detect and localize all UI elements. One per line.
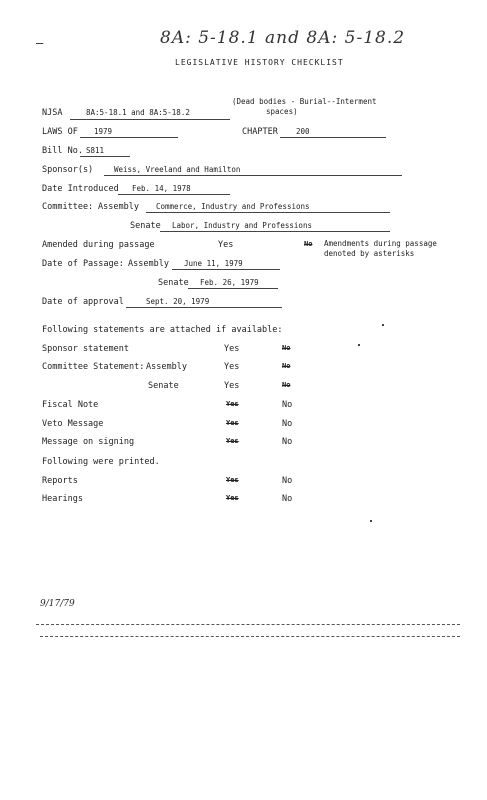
statement-committee-senate-label: Senate	[148, 381, 179, 391]
statement-veto-message-yes-struck: Yes	[226, 419, 239, 427]
sponsors-label: Sponsor(s)	[42, 165, 94, 175]
laws-of-label: LAWS OF	[42, 127, 78, 137]
njsa-underline	[70, 119, 230, 120]
bill-no-underline	[80, 156, 130, 157]
statement-veto-message-label: Veto Message	[42, 419, 104, 429]
scan-speck	[370, 520, 372, 522]
committee-assembly-value: Commerce, Industry and Professions	[156, 202, 310, 211]
bill-no-value: S811	[86, 146, 105, 155]
bill-no-label: Bill No.	[42, 146, 83, 156]
date-introduced-underline	[118, 194, 230, 195]
laws-of-value: 1979	[94, 127, 113, 136]
statement-committee-senate-yes: Yes	[224, 381, 240, 391]
statement-message-on-signing-label: Message on signing	[42, 437, 135, 447]
amended-no-struck: No	[304, 240, 313, 248]
footer-dashed-rule-2	[40, 636, 460, 637]
passage-assembly-label: Assembly	[128, 259, 169, 269]
chapter-label: CHAPTER	[242, 127, 278, 137]
amended-label: Amended during passage	[42, 240, 155, 250]
printed-reports-yes-struck: Yes	[226, 476, 239, 484]
njsa-value: 8A:5-18.1 and 8A:5-18.2	[86, 108, 190, 117]
chapter-underline	[280, 137, 386, 138]
statement-message-on-signing-yes-struck: Yes	[226, 437, 239, 445]
printed-heading: Following were printed.	[42, 457, 160, 467]
committee-senate-label: Senate	[130, 221, 161, 231]
footer-dashed-rule-1	[36, 624, 460, 625]
statement-veto-message-no: No	[282, 419, 293, 429]
scan-speck	[382, 324, 384, 326]
statement-committee-label: Committee Statement:	[42, 362, 145, 372]
page-title: LEGISLATIVE HISTORY CHECKLIST	[175, 58, 344, 67]
date-introduced-value: Feb. 14, 1978	[132, 184, 191, 193]
passage-senate-underline	[188, 288, 278, 289]
printed-hearings-label: Hearings	[42, 494, 83, 504]
passage-senate-value: Feb. 26, 1979	[200, 278, 259, 287]
date-of-approval-value: Sept. 20, 1979	[146, 297, 210, 306]
passage-assembly-value: June 11, 1979	[184, 259, 243, 268]
handwritten-statute-header: 8A: 5-18.1 and 8A: 5-18.2	[160, 28, 406, 48]
committee-assembly-label: Assembly	[98, 202, 139, 212]
statement-committee-assembly-label: Assembly	[146, 362, 187, 372]
laws-of-underline	[80, 137, 178, 138]
statement-fiscal-note-yes-struck: Yes	[226, 400, 239, 408]
passage-assembly-underline	[172, 269, 280, 270]
committee-label: Committee:	[42, 202, 94, 212]
njsa-label: NJSA	[42, 108, 63, 118]
sponsors-underline	[104, 175, 402, 176]
chapter-value: 200	[296, 127, 310, 136]
statement-fiscal-note-label: Fiscal Note	[42, 400, 99, 410]
date-of-approval-underline	[126, 307, 282, 308]
njsa-note-line2: spaces)	[266, 107, 298, 116]
statement-committee-assembly-no-struck: No	[282, 362, 291, 370]
printed-reports-no: No	[282, 476, 293, 486]
margin-mark: –	[36, 36, 44, 50]
attached-heading: Following statements are attached if available:	[42, 325, 283, 335]
statement-committee-assembly-yes: Yes	[224, 362, 240, 372]
committee-assembly-underline	[146, 212, 390, 213]
footer-handwritten-date: 9/17/79	[40, 599, 75, 609]
statement-committee-senate-no-struck: No	[282, 381, 291, 389]
scan-speck	[358, 344, 360, 346]
amended-note-line2: denoted by asterisks	[324, 249, 415, 258]
printed-hearings-no: No	[282, 494, 293, 504]
statement-fiscal-note-no: No	[282, 400, 293, 410]
date-of-passage-label: Date of Passage:	[42, 259, 124, 269]
printed-hearings-yes-struck: Yes	[226, 494, 239, 502]
printed-reports-label: Reports	[42, 476, 78, 486]
passage-senate-label: Senate	[158, 278, 189, 288]
sponsors-value: Weiss, Vreeland and Hamilton	[114, 165, 241, 174]
statement-message-on-signing-no: No	[282, 437, 293, 447]
amended-note-line1: Amendments during passage	[324, 239, 437, 248]
njsa-note-line1: (Dead bodies - Burial--Interment	[232, 97, 377, 106]
committee-senate-value: Labor, Industry and Professions	[172, 221, 312, 230]
statement-sponsor-label: Sponsor statement	[42, 344, 129, 354]
date-of-approval-label: Date of approval	[42, 297, 124, 307]
statement-sponsor-no-struck: No	[282, 344, 291, 352]
amended-yes: Yes	[218, 240, 234, 250]
committee-senate-underline	[160, 231, 390, 232]
date-introduced-label: Date Introduced	[42, 184, 119, 194]
statement-sponsor-yes: Yes	[224, 344, 240, 354]
